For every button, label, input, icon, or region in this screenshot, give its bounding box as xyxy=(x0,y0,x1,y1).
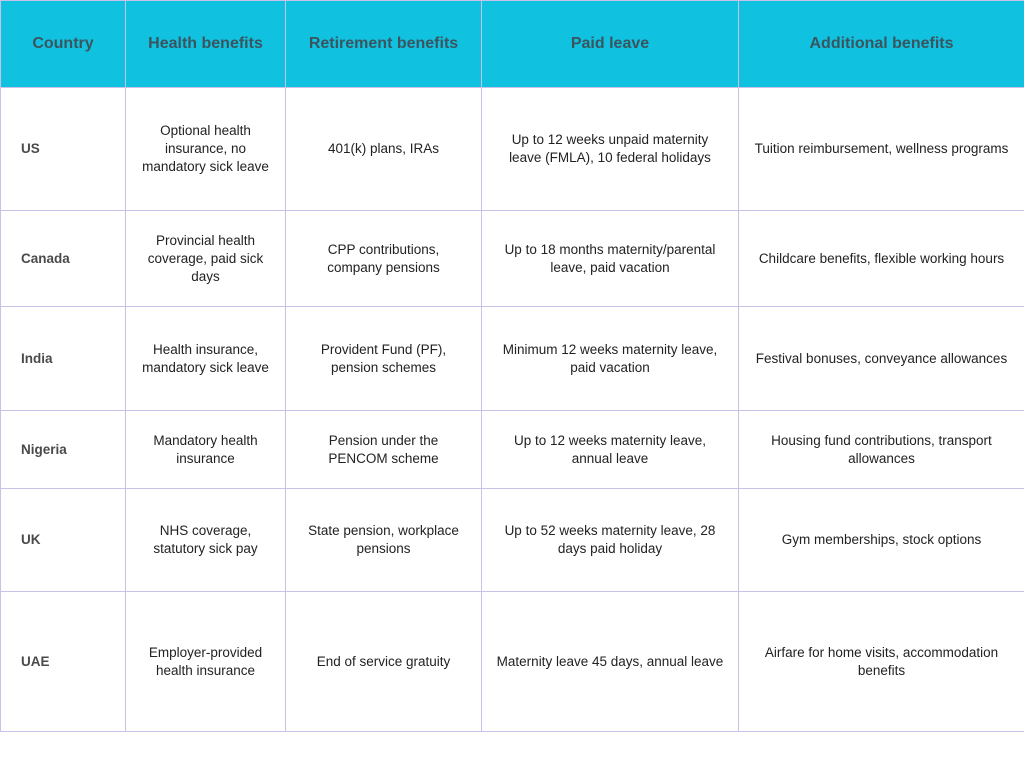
cell-country: UAE xyxy=(1,592,126,732)
cell-retirement: CPP contributions, company pensions xyxy=(286,211,482,307)
cell-additional: Childcare benefits, flexible working hours xyxy=(739,211,1024,307)
cell-country: India xyxy=(1,307,126,411)
table-row xyxy=(1,211,1024,307)
cell-retirement: State pension, workplace pensions xyxy=(286,489,482,592)
cell-leave: Up to 52 weeks maternity leave, 28 days paid holiday xyxy=(482,489,739,592)
cell-additional: Festival bonuses, conveyance allowances xyxy=(739,307,1024,411)
cell-country: US xyxy=(1,88,126,211)
cell-additional: Housing fund contributions, transport allowances xyxy=(739,411,1024,489)
table-row xyxy=(1,88,1024,211)
cell-country: Nigeria xyxy=(1,411,126,489)
table-header-row xyxy=(1,1,1024,88)
table-row xyxy=(1,307,1024,411)
cell-retirement: Provident Fund (PF), pension schemes xyxy=(286,307,482,411)
header-health-benefits: Health benefits xyxy=(126,1,286,88)
cell-health: Optional health insurance, no mandatory sick leave xyxy=(126,88,286,211)
cell-leave: Up to 12 weeks maternity leave, annual leave xyxy=(482,411,739,489)
cell-health: Mandatory health insurance xyxy=(126,411,286,489)
cell-additional: Gym memberships, stock options xyxy=(739,489,1024,592)
cell-leave: Up to 18 months maternity/parental leave, paid vacation xyxy=(482,211,739,307)
cell-additional: Airfare for home visits, accommodation benefits xyxy=(739,592,1024,732)
cell-health: Health insurance, mandatory sick leave xyxy=(126,307,286,411)
cell-country: UK xyxy=(1,489,126,592)
cell-health: Employer-provided health insurance xyxy=(126,592,286,732)
cell-retirement: Pension under the PENCOM scheme xyxy=(286,411,482,489)
cell-additional: Tuition reimbursement, wellness programs xyxy=(739,88,1024,211)
cell-health: Provincial health coverage, paid sick days xyxy=(126,211,286,307)
cell-leave: Minimum 12 weeks maternity leave, paid vacation xyxy=(482,307,739,411)
table-row xyxy=(1,592,1024,732)
header-paid-leave: Paid leave xyxy=(482,1,739,88)
cell-leave: Maternity leave 45 days, annual leave xyxy=(482,592,739,732)
cell-health: NHS coverage, statutory sick pay xyxy=(126,489,286,592)
header-country: Country xyxy=(1,1,126,88)
table-row xyxy=(1,411,1024,489)
table-row xyxy=(1,489,1024,592)
cell-leave: Up to 12 weeks unpaid maternity leave (FMLA), 10 federal holidays xyxy=(482,88,739,211)
cell-country: Canada xyxy=(1,211,126,307)
cell-retirement: End of service gratuity xyxy=(286,592,482,732)
cell-retirement: 401(k) plans, IRAs xyxy=(286,88,482,211)
header-retirement-benefits: Retirement benefits xyxy=(286,1,482,88)
header-additional-benefits: Additional benefits xyxy=(739,1,1024,88)
